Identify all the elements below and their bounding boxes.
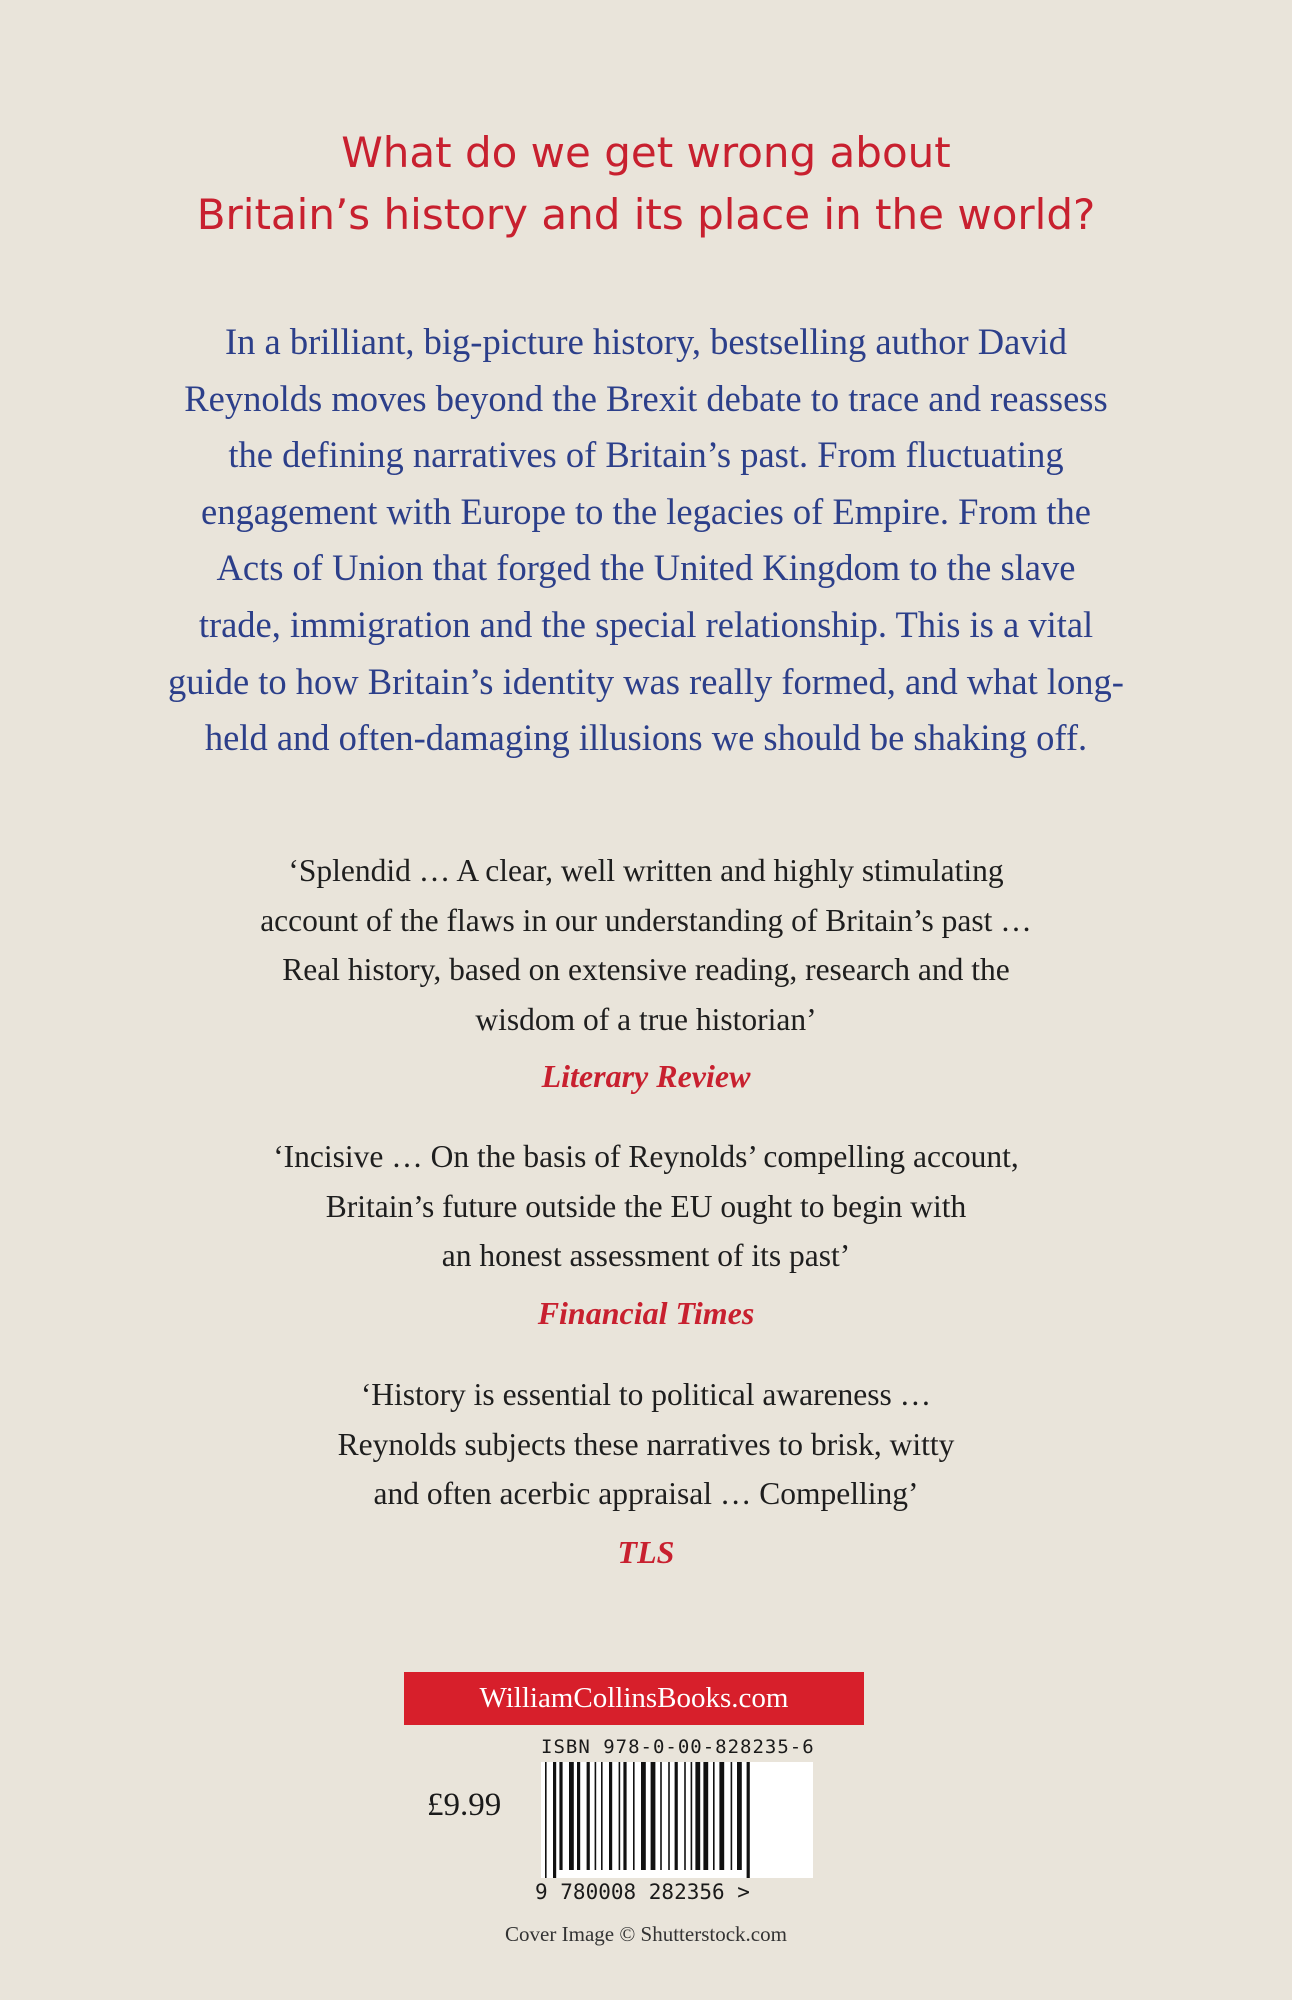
barcode-bar [619,1762,621,1870]
quote-source: Financial Times [537,1295,755,1331]
quote-line: an honest assessment of its past’ [441,1238,851,1273]
barcode-bar [737,1762,742,1870]
blurb-line: guide to how Britain’s identity was really formed, and what long- [168,660,1124,702]
barcode-bar [577,1762,580,1870]
headline-line: Britain’s history and its place in the world? [196,190,1096,239]
blurb-line: engagement with Europe to the legacies of Empire. From the [201,490,1091,532]
quote-line: Reynolds subjects these narratives to brisk, witty [337,1426,955,1462]
isbn-label: ISBN 978-0-00-828235-6 [541,1736,815,1758]
quote-line: account of the flaws in our understanding of Britain’s past … [260,902,1032,938]
quote-line: wisdom of a true historian’ [475,1001,817,1037]
barcode-bar [691,1762,693,1870]
blurb-line: the defining narratives of Britain’s past. From fluctuating [228,434,1064,476]
barcode-bars [541,1762,813,1878]
cover-credit: Cover Image © Shutterstock.com [505,1922,787,1946]
blurb-line: trade, immigration and the special relationship. This is a vital [198,603,1094,645]
barcode-bar [675,1762,678,1870]
barcode-bar [695,1762,700,1870]
barcode-bar [660,1762,662,1870]
barcode-bar [559,1762,562,1870]
quote-line: ‘Splendid … A clear, well written and highly stimulating [288,853,1004,888]
barcode-bar [747,1762,750,1878]
quote-line: ‘Incisive … On the basis of Reynolds’ compelling account, [273,1139,1019,1174]
barcode-bar [633,1762,635,1870]
barcode-bar [684,1762,686,1870]
barcode [541,1762,813,1878]
review-quote-tls [0,1370,1292,1519]
quote-source: TLS [617,1534,675,1570]
barcode-digits: 9 780008 282356 > [535,1880,750,1904]
barcode-bar [595,1762,597,1870]
publisher-website[interactable]: WilliamCollinsBooks.com [404,1672,864,1725]
barcode-bar [553,1762,556,1878]
quote-source: Literary Review [541,1058,751,1094]
barcode-bar [545,1762,547,1878]
barcode-bar [641,1762,646,1870]
barcode-bar [703,1762,708,1870]
barcode-bar [713,1762,715,1870]
barcode-bar [587,1762,590,1870]
headline-line: What do we get wrong about [341,128,951,177]
quote-line: Real history, based on extensive reading, research and the [282,952,1010,987]
blurb-line: held and often-damaging illusions we should be shaking off. [204,717,1088,759]
review-quote-financial-times [0,1132,1292,1281]
review-quote-literary-review [0,846,1292,1044]
quote-line: and often acerbic appraisal … Compelling’ [373,1476,919,1511]
blurb [0,314,1292,767]
barcode-bar [668,1762,670,1870]
barcode-bar [651,1762,656,1870]
blurb-line: Reynolds moves beyond the Brexit debate to trace and reassess [184,377,1108,419]
blurb-line: In a brilliant, big-picture history, bestselling author David [224,321,1067,362]
barcode-bar [623,1762,626,1870]
quote-line: ‘History is essential to political awareness … [360,1377,932,1412]
quote-line: Britain’s future outside the EU ought to begin with [325,1188,967,1224]
price: £9.99 [427,1787,502,1823]
barcode-bar [601,1762,603,1870]
barcode-bar [609,1762,612,1870]
barcode-bar [719,1762,724,1870]
barcode-bar [731,1762,733,1870]
barcode-bar [569,1762,574,1870]
blurb-line: Acts of Union that forged the United Kingdom to the slave [216,547,1076,589]
headline [0,122,1292,246]
